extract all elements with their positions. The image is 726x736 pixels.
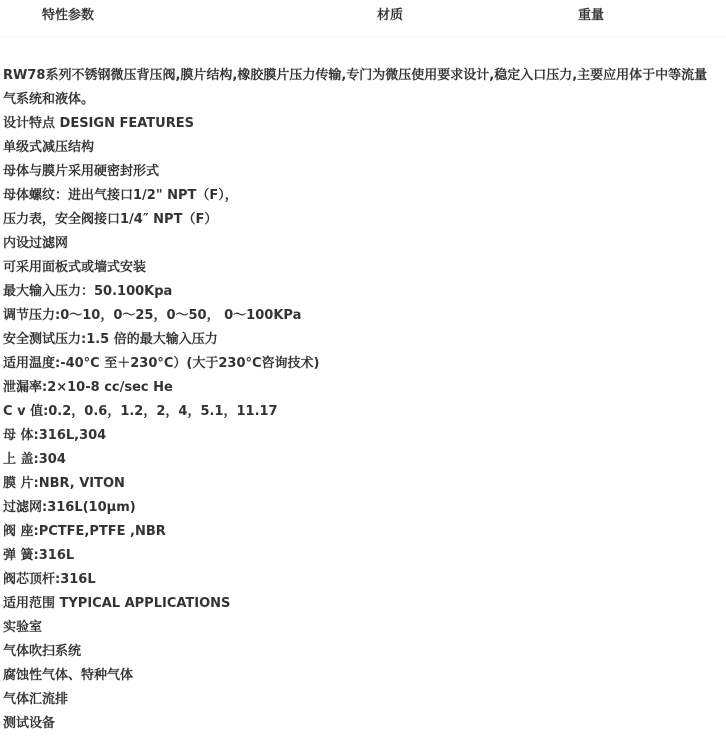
application-item: 气体汇流排 [3, 692, 69, 707]
spec-line: 最大输入压力：50.100Kpa [3, 284, 173, 299]
application-item: 实验室 [3, 620, 43, 635]
material-line: 膜 片:NBR, VITON [3, 476, 125, 491]
tab-material[interactable]: 材质 [377, 8, 404, 23]
applications-heading: 适用范围 TYPICAL APPLICATIONS [3, 596, 231, 611]
spec-line: 适用温度:-40°C 至＋230°C）(大于230°C咨询技术) [3, 356, 320, 371]
application-item: 气体吹扫系统 [3, 644, 82, 659]
material-line: 阀 座:PCTFE,PTFE ,NBR [3, 524, 166, 539]
spec-line: 内设过滤网 [3, 236, 69, 251]
spec-line: C v 值:0.2，0.6，1.2，2，4，5.1，11.17 [3, 404, 278, 419]
intro-paragraph: RW78系列不锈钢微压背压阀,膜片结构,橡胶膜片压力传输,专门为微压使用要求设计,稳定入口压力,主要应用体于中等流量气系统和液体。 [3, 68, 708, 107]
material-line: 上 盖:304 [3, 452, 66, 467]
product-description [3, 64, 721, 736]
spec-line: 安全测试压力:1.5 倍的最大输入压力 [3, 332, 218, 347]
material-line: 阀芯顶杆:316L [3, 572, 96, 587]
material-line: 母 体:316L,304 [3, 428, 107, 443]
spec-line: 母体螺纹：进出气接口1/2" NPT（F）， [3, 188, 238, 203]
spec-line: 泄漏率:2×10-8 cc/sec He [3, 380, 173, 395]
header-divider [0, 36, 726, 37]
application-item: 腐蚀性气体、特种气体 [3, 668, 134, 683]
application-item: 测试设备 [3, 716, 56, 731]
spec-line: 母体与膜片采用硬密封形式 [3, 164, 160, 179]
spec-line: 可采用面板式或墙式安装 [3, 260, 147, 275]
tab-features[interactable]: 特性参数 [42, 8, 95, 23]
spec-line: 单级式减压结构 [3, 140, 95, 155]
material-line: 过滤网:316L(10μm) [3, 500, 136, 515]
design-features-heading: 设计特点 DESIGN FEATURES [3, 116, 194, 131]
spec-line: 调节压力:0～10，0～25，0～50， 0～100KPa [3, 308, 302, 323]
spec-tab-bar [0, 0, 726, 32]
material-line: 弹 簧:316L [3, 548, 75, 563]
tab-weight[interactable]: 重量 [578, 8, 605, 23]
spec-line: 压力表，安全阀接口1/4″ NPT（F） [3, 212, 218, 227]
